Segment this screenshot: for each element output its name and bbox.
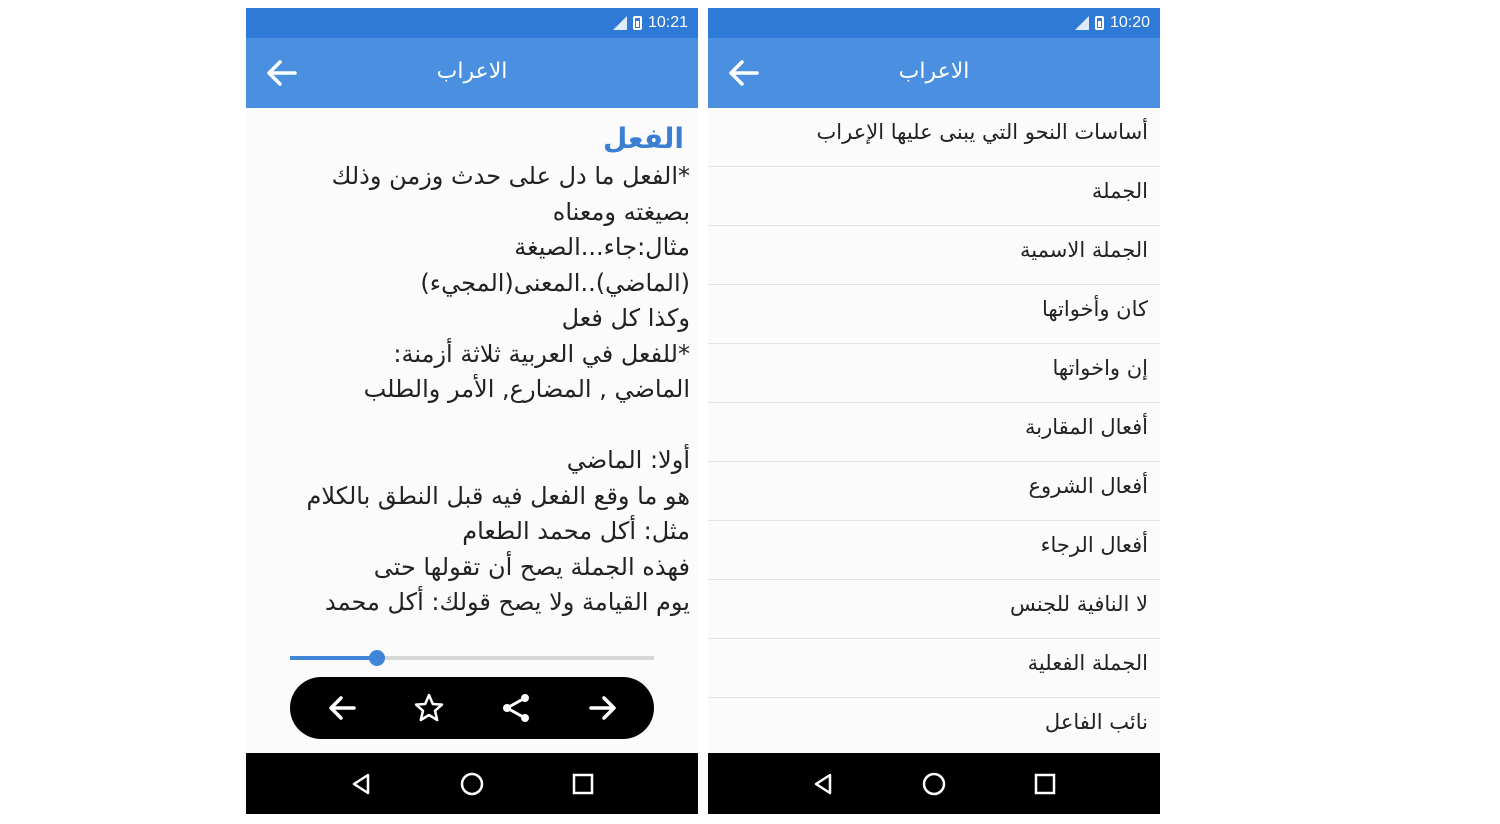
- article-content[interactable]: [246, 108, 698, 650]
- page-title: الاعراب: [898, 59, 970, 84]
- triangle-back-icon: [811, 772, 835, 796]
- slider-fill: [290, 656, 377, 660]
- list-item[interactable]: إن واخواتها: [708, 344, 1160, 403]
- square-recents-icon: [571, 772, 595, 796]
- nav-back-button[interactable]: [341, 764, 381, 804]
- share-icon: [500, 692, 532, 724]
- list-item[interactable]: أساسات النحو التي يبنى عليها الإعراب: [708, 108, 1160, 167]
- topics-screen: [708, 8, 1160, 814]
- article-screen: [246, 8, 698, 814]
- list-item[interactable]: أفعال المقاربة: [708, 403, 1160, 462]
- previous-button[interactable]: [317, 683, 367, 733]
- list-item[interactable]: نائب الفاعل: [708, 698, 1160, 753]
- list-item[interactable]: أفعال الشروع: [708, 462, 1160, 521]
- nav-home-button[interactable]: [914, 764, 954, 804]
- signal-icon: [613, 16, 627, 30]
- square-recents-icon: [1033, 772, 1057, 796]
- arrow-right-icon: [588, 695, 618, 721]
- list-item[interactable]: كان وأخواتها: [708, 285, 1160, 344]
- status-bar: [708, 8, 1160, 38]
- list-item[interactable]: الجملة: [708, 167, 1160, 226]
- nav-home-button[interactable]: [452, 764, 492, 804]
- nav-recents-button[interactable]: [1025, 764, 1065, 804]
- next-button[interactable]: [578, 683, 628, 733]
- nav-recents-button[interactable]: [563, 764, 603, 804]
- circle-home-icon: [921, 771, 947, 797]
- triangle-back-icon: [349, 772, 373, 796]
- share-button[interactable]: [491, 683, 541, 733]
- article-title: الفعل: [602, 122, 684, 155]
- page-title: الاعراب: [436, 59, 508, 84]
- arrow-left-icon: [327, 695, 357, 721]
- slider-thumb[interactable]: [369, 650, 385, 666]
- signal-icon: [1075, 16, 1089, 30]
- list-item[interactable]: الجملة الاسمية: [708, 226, 1160, 285]
- circle-home-icon: [459, 771, 485, 797]
- reading-progress-slider[interactable]: [290, 656, 654, 660]
- favorite-button[interactable]: [404, 683, 454, 733]
- nav-back-button[interactable]: [803, 764, 843, 804]
- star-icon: [413, 692, 445, 724]
- status-time: 10:21: [647, 14, 688, 31]
- list-item[interactable]: أفعال الرجاء: [708, 521, 1160, 580]
- system-nav-bar: [246, 753, 698, 814]
- system-nav-bar: [708, 753, 1160, 814]
- battery-icon: [1095, 16, 1104, 30]
- app-bar: [246, 38, 698, 108]
- status-bar: [246, 8, 698, 38]
- list-item[interactable]: لا النافية للجنس: [708, 580, 1160, 639]
- app-bar: [708, 38, 1160, 108]
- status-time: 10:20: [1109, 14, 1150, 31]
- list-item[interactable]: الجملة الفعلية: [708, 639, 1160, 698]
- topic-list: [708, 108, 1160, 753]
- reader-toolbar: [290, 677, 654, 739]
- article-body: *الفعل ما دل على حدث وزمن وذلك بصيغته ومعناه مثال:جاء...الصيغة (الماضي)..المعنى(المجيء) وكذا كل فعل *للفعل في العربية ثلاثة أزمنة: الماضي , المضارع, الأمر والطلب أولا: الماضي هو ما وقع الفعل فيه قبل النطق بالكلام مثل: أكل محمد الطعام فهذه الجملة يصح أن تقولها حتى يوم القيامة ولا يصح قولك: أكل محمد: [306, 162, 690, 616]
- battery-icon: [633, 16, 642, 30]
